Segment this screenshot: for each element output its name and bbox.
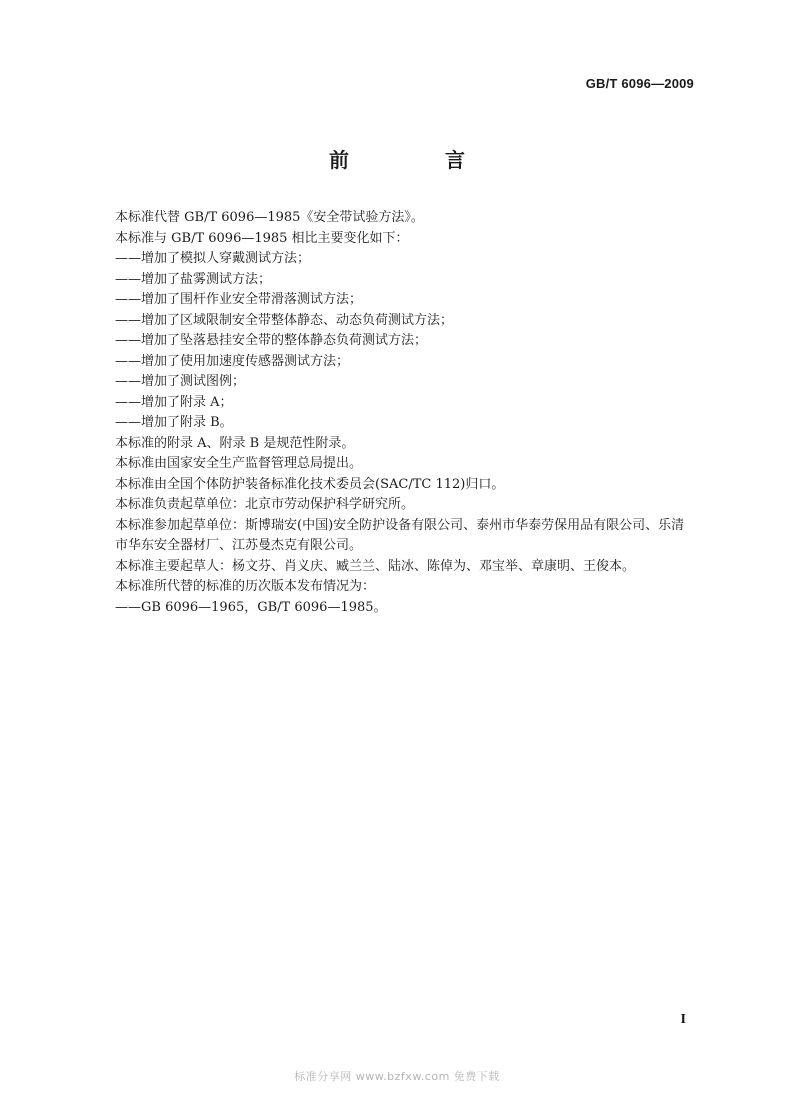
watermark: 标准分享网 www.bzfxw.com 免费下载	[294, 1070, 500, 1083]
change-item: ——增加了附录 A；	[115, 394, 233, 410]
change-item: ——增加了区域限制安全带整体静态、动态负荷测试方法；	[115, 312, 454, 328]
change-item: ——增加了坠落悬挂安全带的整体静态负荷测试方法；	[115, 333, 428, 348]
change-item: ——增加了模拟人穿戴测试方法；	[115, 251, 311, 266]
paragraph-participating-drafters: 本标准参加起草单位：斯博瑞安(中国)安全防护设备有限公司、泰州市华泰劳保用品有限公司、乐清市华东安全器材厂、江苏曼杰克有限公司。	[115, 517, 685, 553]
foreword-body	[115, 208, 690, 618]
standard-number: GB/T 6096—2009	[585, 76, 694, 91]
paragraph-annexes: 本标准的附录 A、附录 B 是规范性附录。	[115, 435, 355, 451]
change-item: ——增加了盐雾测试方法；	[115, 271, 272, 287]
paragraph-replaces: 本标准代替 GB/T 6096—1985《安全带试验方法》。	[115, 210, 424, 225]
history-item: ——GB 6096—1965，GB/T 6096—1985。	[115, 599, 387, 615]
page-number: I	[680, 1012, 686, 1027]
paragraph-proposed-by: 本标准由国家安全生产监督管理总局提出。	[115, 456, 363, 471]
page-title: 前 言	[329, 148, 503, 172]
paragraph-under-jurisdiction: 本标准由全国个体防护装备标准化技术委员会(SAC/TC 112)归口。	[115, 476, 505, 492]
paragraph-changes-intro: 本标准与 GB/T 6096—1985 相比主要变化如下：	[115, 230, 409, 246]
change-item: ——增加了使用加速度传感器测试方法；	[115, 353, 350, 369]
change-item: ——增加了测试图例；	[115, 374, 246, 389]
change-item: ——增加了围杆作业安全带滑落测试方法；	[115, 292, 363, 307]
paragraph-lead-drafter: 本标准负责起草单位：北京市劳动保护科学研究所。	[115, 497, 415, 512]
change-item: ——增加了附录 B。	[115, 415, 233, 430]
paragraph-history-intro: 本标准所代替的标准的历次版本发布情况为：	[115, 579, 376, 594]
paragraph-main-drafters: 本标准主要起草人：杨文芬、肖义庆、臧兰兰、陆冰、陈倬为、邓宝举、章康明、王俊本。	[115, 558, 636, 574]
